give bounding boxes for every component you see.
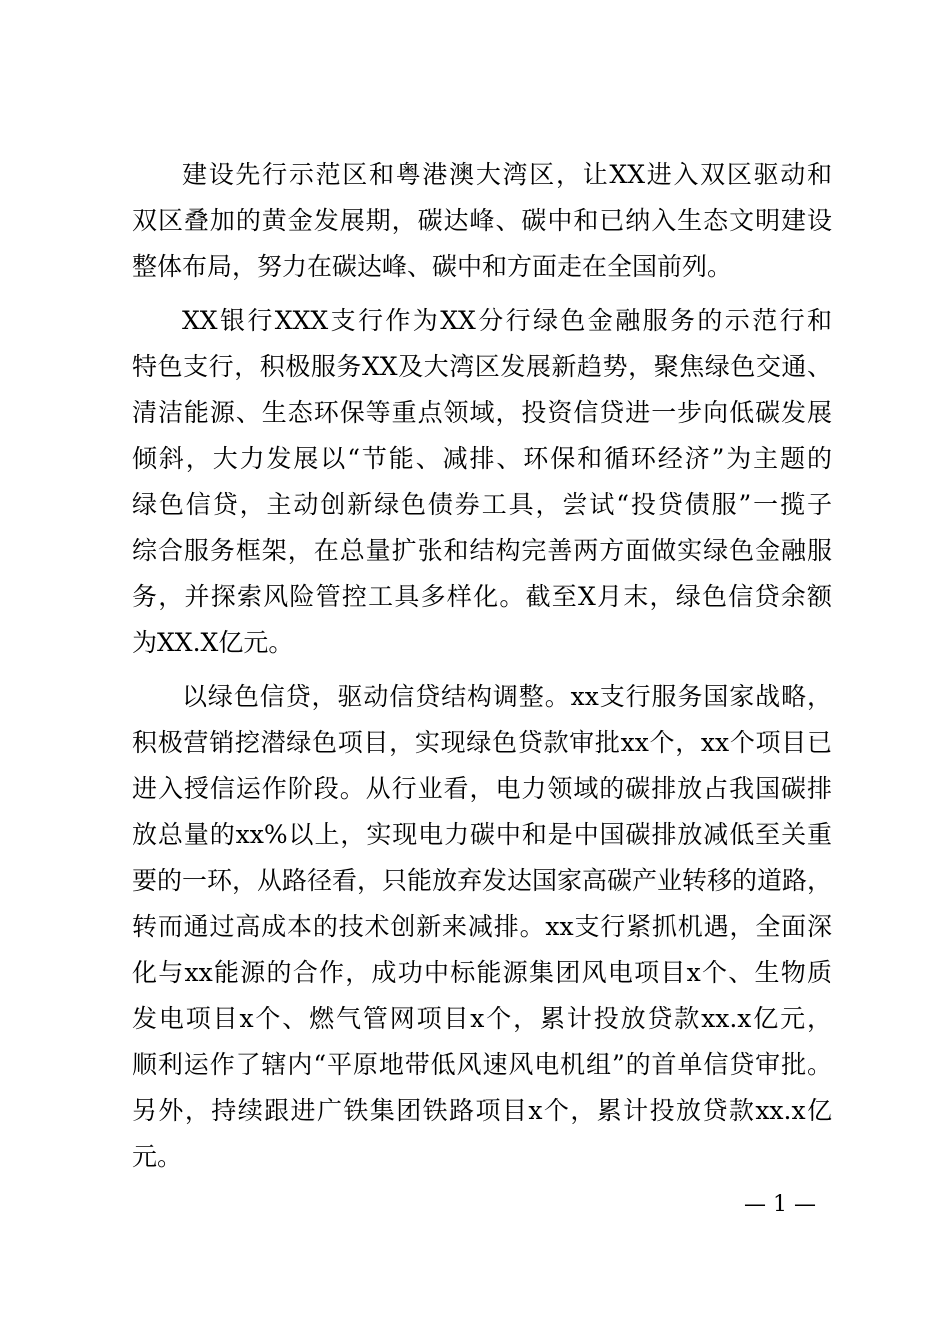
text-line: 化与xx能源的合作，成功中标能源集团风电项目x个、生物质 — [132, 958, 832, 987]
page-number: — 1 — — [744, 1192, 816, 1217]
text-line: 绿色信贷，主动创新绿色债券工具，尝试“投贷债服”一揽子 — [132, 490, 832, 519]
paragraph-2 — [132, 298, 832, 666]
text-line: XX银行XXX支行作为XX分行绿色金融服务的示范行和 — [182, 306, 832, 335]
text-line: 务，并探索风险管控工具多样化。截至X月末，绿色信贷余额 — [132, 582, 832, 611]
text-line: 发电项目x个、燃气管网项目x个，累计投放贷款xx.x亿元， — [132, 1004, 832, 1033]
text-line: 特色支行，积极服务XX及大湾区发展新趋势，聚焦绿色交通、 — [132, 352, 832, 381]
text-line: 清洁能源、生态环保等重点领域，投资信贷进一步向低碳发展 — [132, 398, 832, 427]
text-line: 顺利运作了辖内“平原地带低风速风电机组”的首单信贷审批。 — [132, 1050, 832, 1079]
text-line: 建设先行示范区和粤港澳大湾区，让XX进入双区驱动和 — [182, 160, 832, 189]
text-line: 转而通过高成本的技术创新来减排。xx支行紧抓机遇，全面深 — [132, 912, 832, 941]
text-line: 以绿色信贷，驱动信贷结构调整。xx支行服务国家战略， — [182, 682, 832, 711]
text-line: 倾斜，大力发展以“节能、减排、环保和循环经济”为主题的 — [132, 444, 832, 473]
text-line: 另外，持续跟进广铁集团铁路项目x个，累计投放贷款xx.x亿 — [132, 1096, 832, 1125]
paragraph-1 — [132, 152, 832, 290]
text-line: 为XX.X亿元。 — [132, 628, 294, 657]
text-line: 综合服务框架，在总量扩张和结构完善两方面做实绿色金融服 — [132, 536, 832, 565]
text-line: 整体布局，努力在碳达峰、碳中和方面走在全国前列。 — [132, 252, 733, 281]
text-line: 双区叠加的黄金发展期，碳达峰、碳中和已纳入生态文明建设 — [132, 206, 832, 235]
text-line: 元。 — [132, 1142, 183, 1171]
text-line: 积极营销挖潜绿色项目，实现绿色贷款审批xx个，xx个项目已 — [132, 728, 832, 757]
text-line: 要的一环，从路径看，只能放弃发达国家高碳产业转移的道路， — [132, 866, 833, 895]
text-line: 放总量的xx%以上，实现电力碳中和是中国碳排放减低至关重 — [132, 820, 832, 849]
paragraph-3 — [132, 674, 832, 1180]
text-line: 进入授信运作阶段。从行业看，电力领域的碳排放占我国碳排 — [132, 774, 832, 803]
document-body — [132, 152, 832, 1188]
